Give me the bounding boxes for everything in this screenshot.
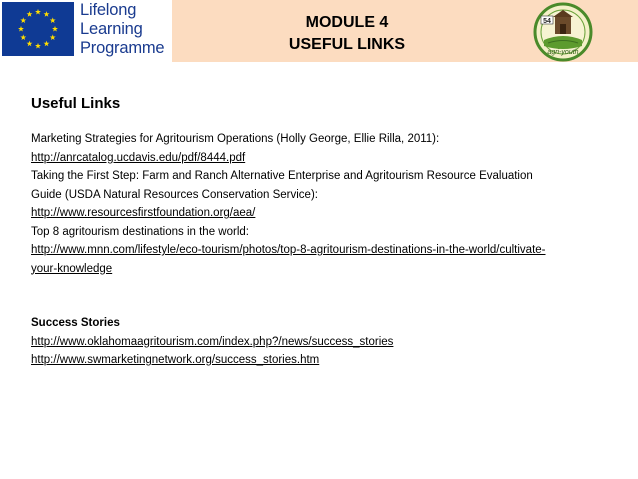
- programme-line-3: Programme: [80, 39, 165, 57]
- programme-line-2: Learning: [80, 20, 143, 38]
- success-link-2[interactable]: http://www.swmarketingnetwork.org/success_stories.htm: [31, 354, 320, 366]
- entry-2-description-line-1: Taking the First Step: Farm and Ranch Alternative Enterprise and Agritourism Resource Evaluation: [31, 170, 533, 182]
- module-title: [262, 12, 432, 56]
- agri-logo-text: agri-youth: [547, 49, 579, 56]
- entry-3-link-line-2[interactable]: your-knowledge: [31, 262, 113, 275]
- success-stories-heading: Success Stories: [31, 317, 120, 329]
- slide-content: [31, 94, 611, 370]
- success-link-1[interactable]: http://www.oklahomaagritourism.com/index.php?/news/success_stories: [31, 335, 394, 348]
- useful-links-heading: Useful Links: [31, 95, 121, 112]
- entry-1-link[interactable]: http://anrcatalog.ucdavis.edu/pdf/8444.pdf: [31, 151, 246, 164]
- agri-logo-number: 54: [543, 18, 551, 25]
- agri-youth-logo-icon: [530, 2, 596, 62]
- entry-2-description-line-2: Guide (USDA Natural Resources Conservation Service):: [31, 188, 318, 201]
- module-title-line-2: USEFUL LINKS: [288, 36, 406, 53]
- entry-3-description: Top 8 agritourism destinations in the world:: [31, 225, 249, 238]
- eu-flag-icon: [2, 2, 74, 56]
- slide-header: [0, 0, 638, 62]
- programme-line-1: Lifelong: [80, 1, 137, 19]
- entry-1-description: Marketing Strategies for Agritourism Operations (Holly George, Ellie Rilla, 2011):: [31, 133, 440, 145]
- section-spacer: [31, 278, 611, 314]
- eu-lifelong-learning-logo: [0, 0, 172, 62]
- entry-2-link[interactable]: http://www.resourcesfirstfoundation.org/aea/: [31, 207, 256, 219]
- module-title-line-1: MODULE 4: [305, 14, 389, 31]
- programme-name: [80, 1, 172, 58]
- entry-3-link-line-1[interactable]: http://www.mnn.com/lifestyle/eco-tourism/photos/top-8-agritourism-destinations-in-the-world/cultivate-: [31, 244, 546, 256]
